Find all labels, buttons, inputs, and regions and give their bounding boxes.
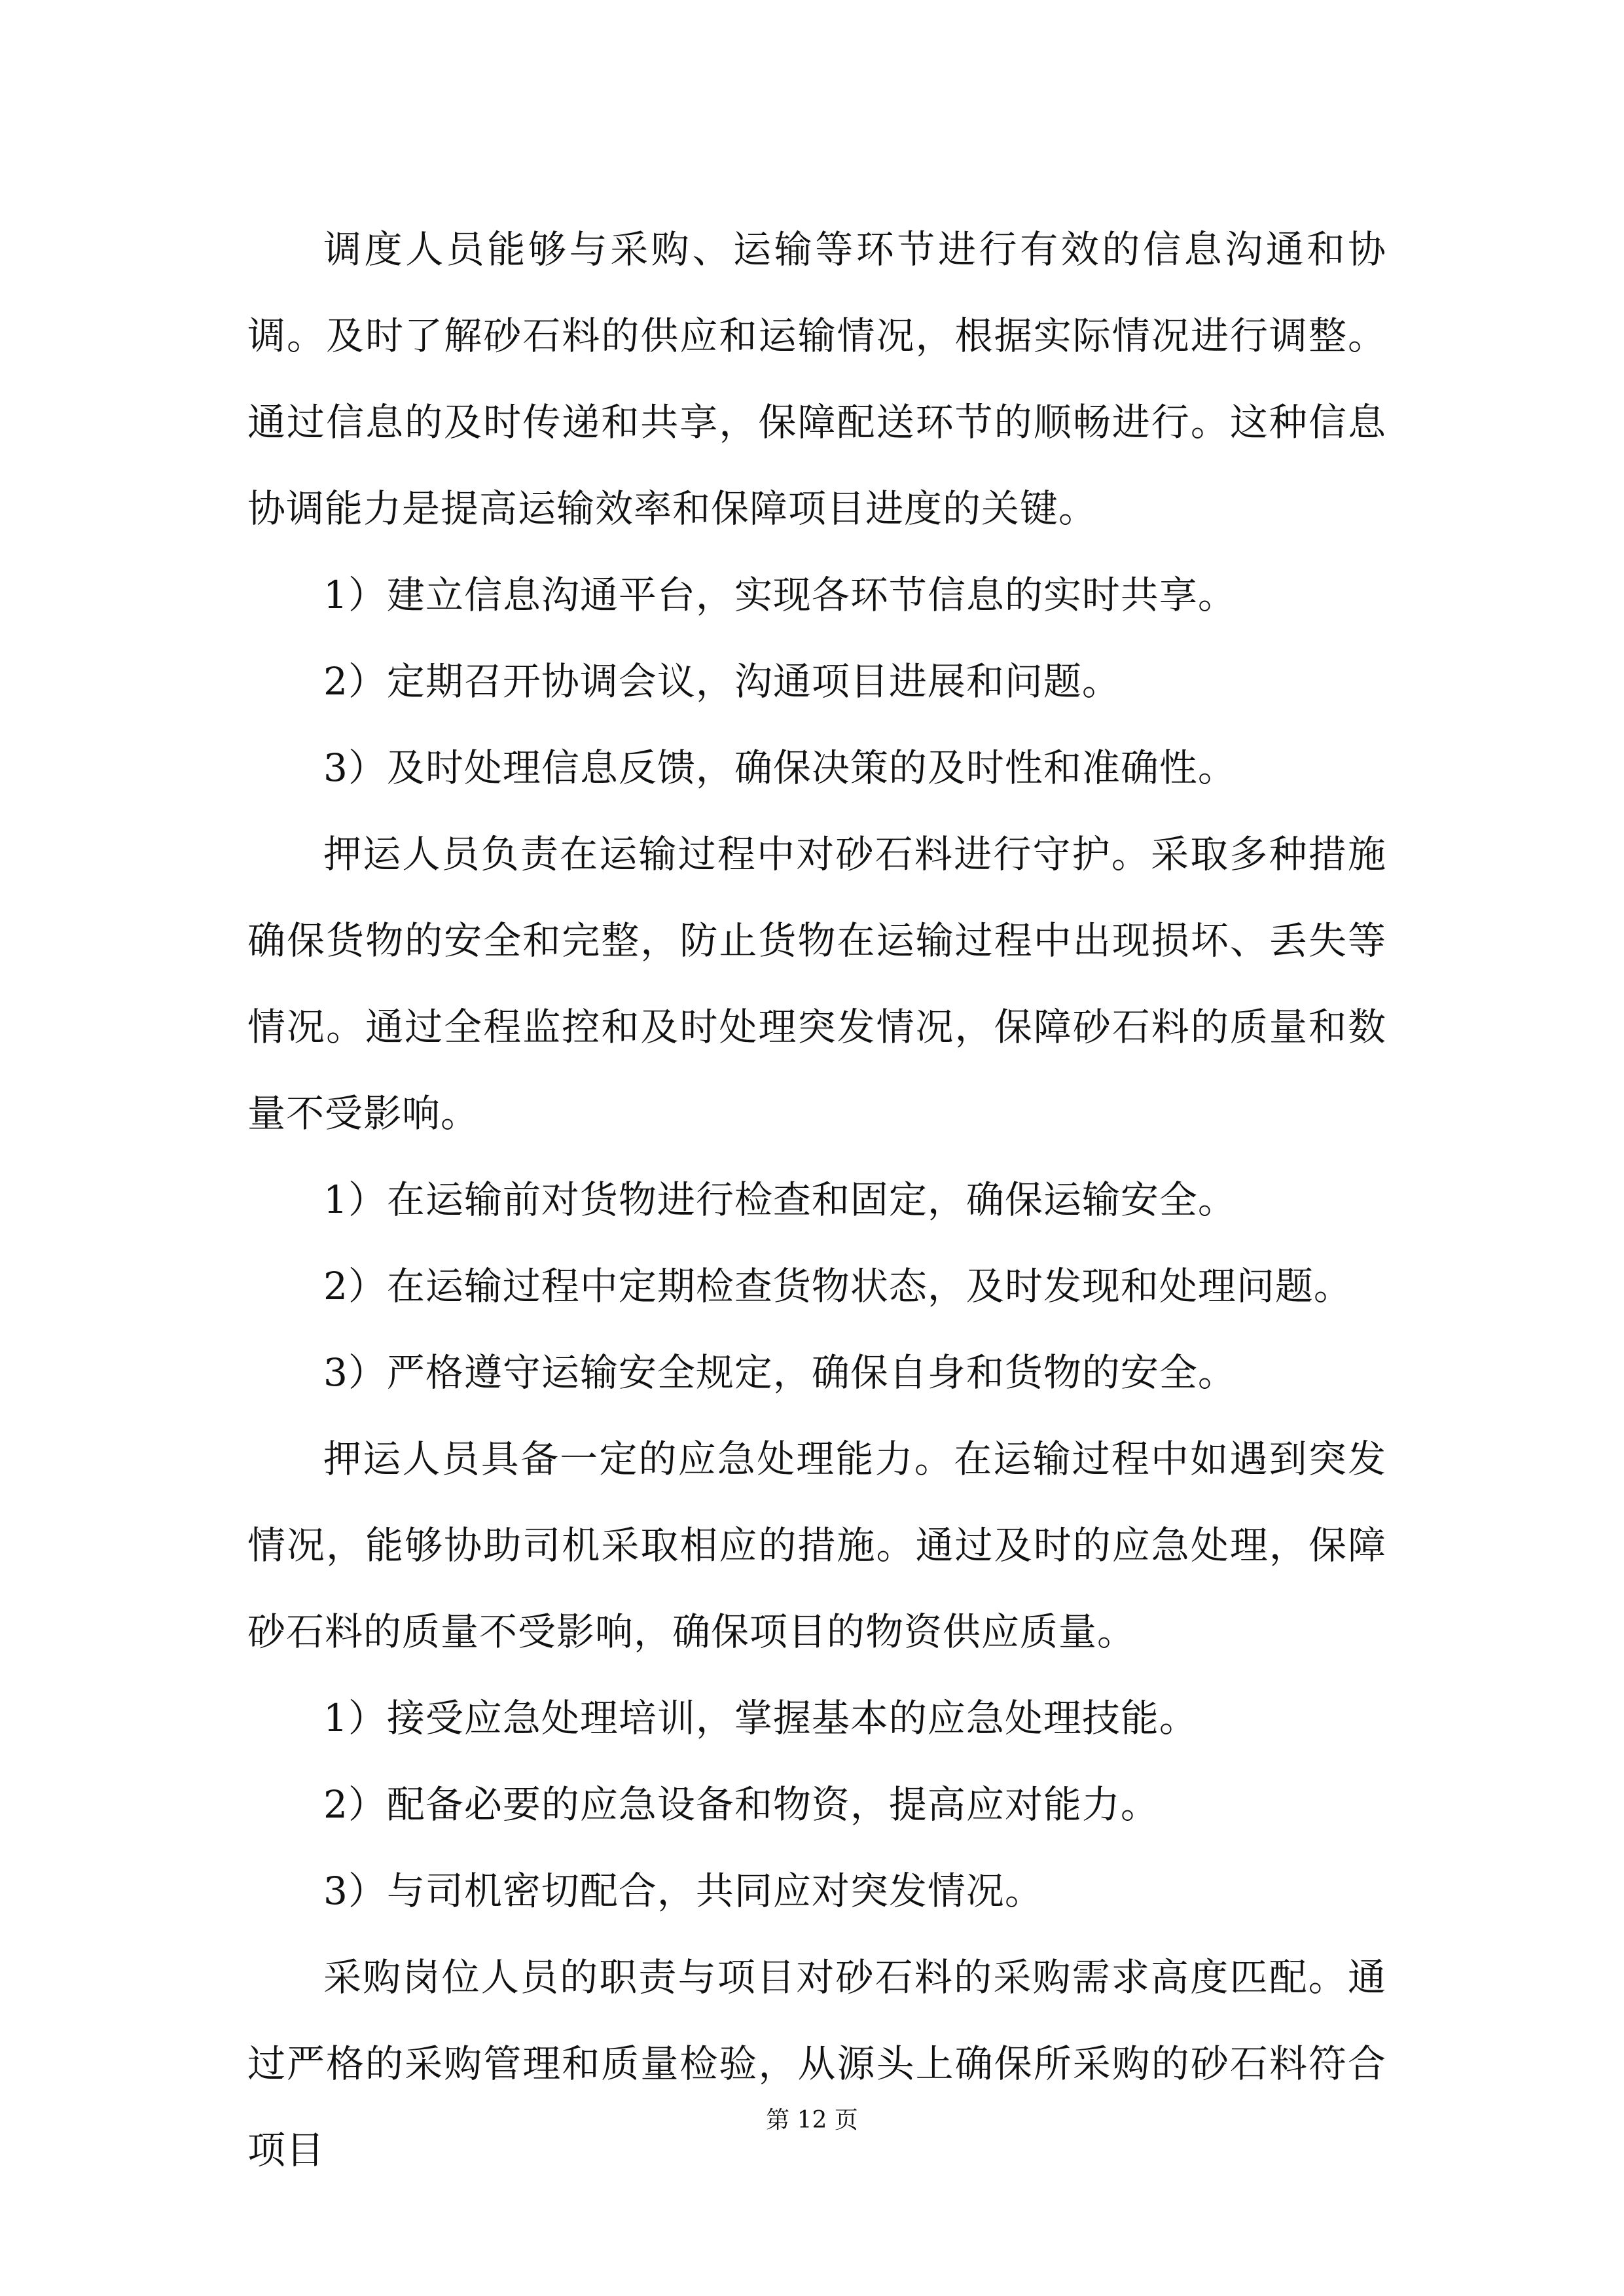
paragraph-procurement: 采购岗位人员的职责与项目对砂石料的采购需求高度匹配。通过严格的采购管理和质量检验，从源头上确保所采购的砂石料符合项目	[247, 1955, 1386, 2172]
paragraph-escort-duties: 押运人员负责在运输过程中对砂石料进行守护。采取多种措施确保货物的安全和完整，防止货物在运输过程中出现损坏、丢失等情况。通过全程监控和及时处理突发情况，保障砂石料的质量和数量不受影响。	[247, 832, 1386, 1136]
list-item: 3）及时处理信息反馈，确保决策的及时性和准确性。	[323, 745, 1236, 790]
paragraph-dispatch-coordination: 调度人员能够与采购、运输等环节进行有效的信息沟通和协调。及时了解砂石料的供应和运输情况，根据实际情况进行调整。通过信息的及时传递和共享，保障配送环节的顺畅进行。这种信息协调能力是提高运输效率和保障项目进度的关键。	[247, 227, 1386, 531]
paragraph-emergency-handling: 押运人员具备一定的应急处理能力。在运输过程中如遇到突发情况，能够协助司机采取相应的措施。通过及时的应急处理，保障砂石料的质量不受影响，确保项目的物资供应质量。	[247, 1437, 1386, 1654]
list-item: 3）严格遵守运输安全规定，确保自身和货物的安全。	[323, 1350, 1236, 1395]
page-body	[247, 206, 1386, 2193]
list-item: 1）建立信息沟通平台，实现各环节信息的实时共享。	[323, 573, 1236, 617]
list-item: 3）与司机密切配合，共同应对突发情况。	[323, 1869, 1043, 1913]
page-number: 第 12 页	[766, 2107, 858, 2134]
list-item: 2）定期召开协调会议，沟通项目进展和问题。	[323, 659, 1121, 704]
list-item: 2）配备必要的应急设备和物资，提高应对能力。	[323, 1782, 1159, 1827]
list-item: 2）在运输过程中定期检查货物状态，及时发现和处理问题。	[323, 1264, 1352, 1308]
list-item: 1）接受应急处理培训，掌握基本的应急处理技能。	[323, 1696, 1198, 1740]
list-item: 1）在运输前对货物进行检查和固定，确保运输安全。	[323, 1177, 1236, 1222]
